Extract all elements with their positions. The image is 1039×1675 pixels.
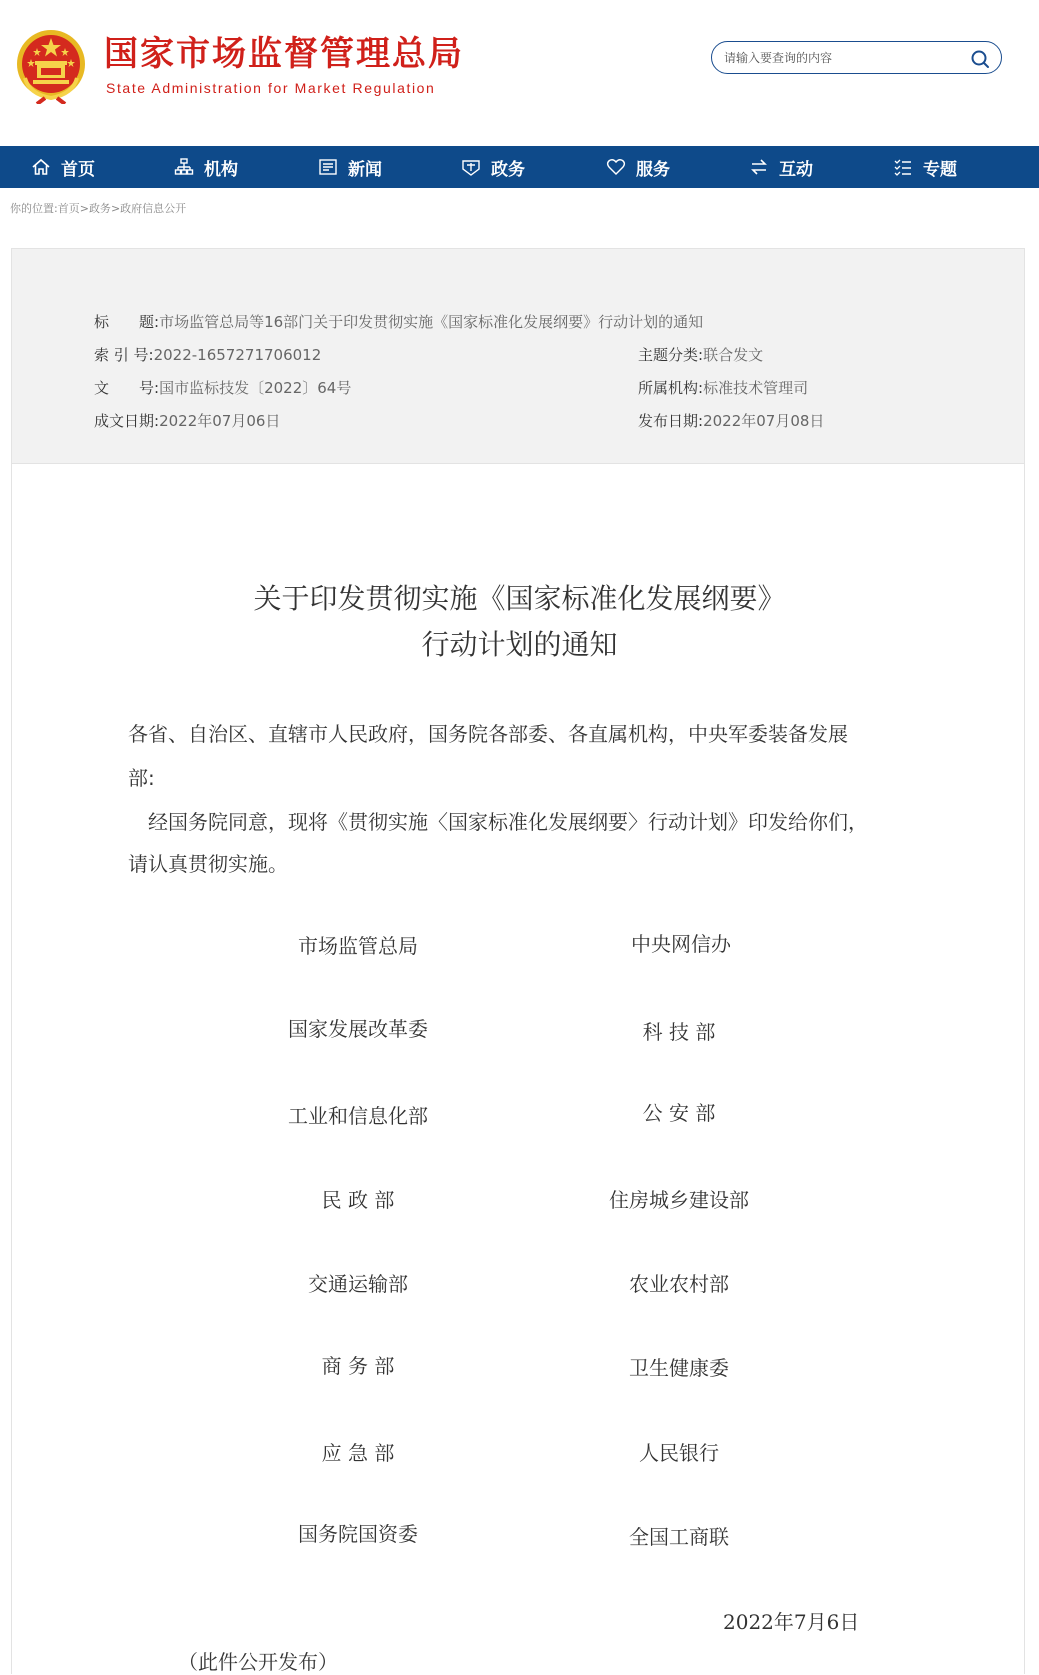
breadcrumb-separator: > bbox=[110, 202, 121, 215]
main-nav bbox=[0, 146, 1039, 188]
issuer-right: 农业农村部 bbox=[629, 1272, 729, 1296]
meta-publish-value: 2022年07月08日 bbox=[703, 412, 825, 430]
meta-written-row bbox=[94, 410, 280, 431]
meta-title-label: 标 题: bbox=[94, 313, 160, 331]
meta-topic-row bbox=[638, 344, 763, 365]
meta-docno-label: 文 号: bbox=[94, 379, 160, 397]
nav-item-government[interactable] bbox=[461, 146, 525, 188]
exchange-icon bbox=[749, 157, 769, 177]
breadcrumb-home-link[interactable]: 首页 bbox=[57, 202, 80, 215]
nav-item-organization[interactable] bbox=[174, 146, 238, 188]
org-chart-icon bbox=[174, 157, 194, 177]
meta-dept-label: 所属机构: bbox=[638, 379, 704, 397]
nav-item-topics[interactable] bbox=[893, 146, 957, 188]
meta-topic-value: 联合发文 bbox=[703, 346, 764, 364]
document-title-line-2: 行动计划的通知 bbox=[421, 628, 618, 661]
nav-item-interaction[interactable] bbox=[749, 146, 813, 188]
meta-topic-label: 主题分类: bbox=[638, 346, 704, 364]
meta-publish-row bbox=[638, 410, 824, 431]
topics-list-icon bbox=[893, 157, 913, 177]
issuer-right: 科 技 部 bbox=[642, 1020, 716, 1044]
meta-index-label: 索 引 号: bbox=[94, 346, 154, 364]
issuer-right: 住房城乡建设部 bbox=[609, 1188, 749, 1212]
breadcrumb-separator: > bbox=[79, 202, 89, 215]
meta-written-label: 成文日期: bbox=[94, 412, 160, 430]
issuer-right: 中央网信办 bbox=[631, 932, 731, 956]
site-name-english: State Administration for Market Regulation bbox=[106, 80, 436, 96]
nav-item-service[interactable] bbox=[606, 146, 670, 188]
meta-written-value: 2022年07月06日 bbox=[159, 412, 281, 430]
nav-label: 首页 bbox=[61, 159, 95, 180]
meta-dept-value: 标准技术管理司 bbox=[703, 379, 809, 397]
meta-docno-row bbox=[94, 377, 351, 398]
issuer-left: 民 政 部 bbox=[321, 1188, 395, 1212]
issuer-right: 卫生健康委 bbox=[629, 1356, 729, 1380]
home-icon bbox=[31, 157, 51, 177]
nav-label: 政务 bbox=[491, 159, 525, 180]
issuer-left: 市场监管总局 bbox=[298, 934, 418, 958]
document-date: 2022年7月6日 bbox=[723, 1610, 860, 1634]
nav-label: 机构 bbox=[204, 159, 238, 180]
breadcrumb-info-disclosure-link[interactable]: 政府信息公开 bbox=[120, 202, 187, 215]
nav-label: 服务 bbox=[636, 159, 670, 180]
issuer-right: 人民银行 bbox=[639, 1441, 719, 1465]
body-paragraph-line-2: 请认真贯彻实施。 bbox=[128, 852, 288, 876]
meta-docno-value: 国市监标技发〔2022〕64号 bbox=[159, 379, 352, 397]
body-paragraph-line-1: 经国务院同意，现将《贯彻实施〈国家标准化发展纲要〉行动计划》印发给你们， bbox=[128, 810, 868, 834]
nav-label: 专题 bbox=[923, 159, 957, 180]
site-name: 国家市场监督管理总局 bbox=[104, 34, 464, 74]
nav-item-home[interactable] bbox=[31, 146, 95, 188]
publication-note: （此件公开发布） bbox=[178, 1650, 338, 1674]
addressee-line-2: 部: bbox=[128, 766, 155, 790]
search-icon[interactable] bbox=[969, 48, 991, 70]
issuer-left: 国务院国资委 bbox=[298, 1522, 418, 1546]
document-title-line-1: 关于印发贯彻实施《国家标准化发展纲要》 bbox=[253, 582, 786, 615]
breadcrumb-government-link[interactable]: 政务 bbox=[88, 202, 111, 215]
issuer-left: 商 务 部 bbox=[321, 1354, 395, 1378]
meta-title-value: 市场监管总局等16部门关于印发贯彻实施《国家标准化发展纲要》行动计划的通知 bbox=[159, 313, 704, 331]
nav-label: 互动 bbox=[779, 159, 813, 180]
breadcrumb-prefix: 你的位置: bbox=[10, 202, 58, 215]
meta-title-row bbox=[94, 311, 703, 332]
meta-index-row bbox=[94, 344, 321, 365]
document-metadata bbox=[11, 248, 1025, 464]
issuer-left: 工业和信息化部 bbox=[288, 1104, 428, 1128]
meta-dept-row bbox=[638, 377, 808, 398]
government-icon bbox=[461, 157, 481, 177]
issuer-left: 交通运输部 bbox=[308, 1272, 408, 1296]
national-emblem-icon[interactable] bbox=[15, 28, 87, 104]
news-icon bbox=[318, 157, 338, 177]
issuer-left: 国家发展改革委 bbox=[288, 1017, 428, 1041]
site-header bbox=[0, 0, 1039, 146]
breadcrumb bbox=[10, 200, 186, 216]
issuer-right: 公 安 部 bbox=[642, 1101, 716, 1125]
issuer-left: 应 急 部 bbox=[321, 1441, 395, 1465]
nav-item-news[interactable] bbox=[318, 146, 382, 188]
meta-publish-label: 发布日期: bbox=[638, 412, 704, 430]
nav-label: 新闻 bbox=[348, 159, 382, 180]
search-box bbox=[711, 41, 1002, 74]
search-input[interactable] bbox=[724, 48, 964, 68]
meta-index-value: 2022-1657271706012 bbox=[153, 346, 322, 364]
heart-icon bbox=[606, 157, 626, 177]
addressee-line-1: 各省、自治区、直辖市人民政府，国务院各部委、各直属机构，中央军委装备发展 bbox=[128, 722, 848, 746]
issuer-right: 全国工商联 bbox=[629, 1525, 729, 1549]
